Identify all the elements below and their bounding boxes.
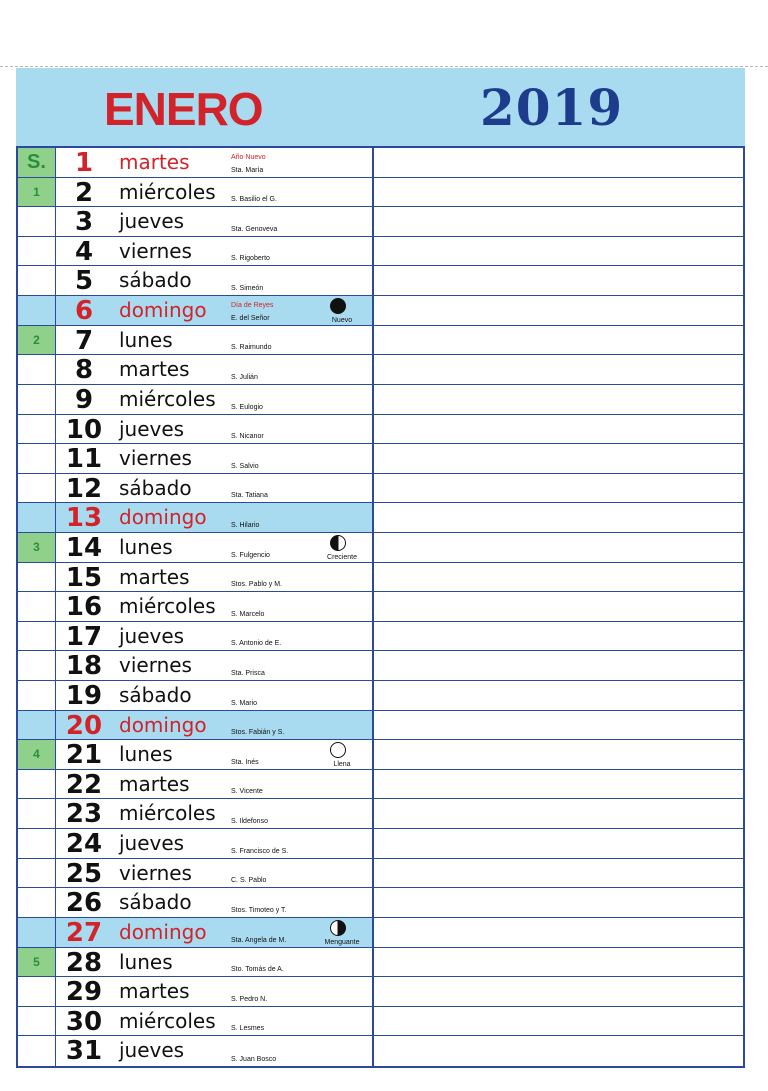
holiday-label: Día de Reyes: [231, 302, 274, 310]
day-name: miércoles: [119, 179, 216, 204]
day-cell: [18, 977, 372, 1006]
moon-phase-icon: [330, 920, 346, 936]
week-number-cell: [18, 740, 56, 769]
week-number: 2: [33, 332, 40, 347]
day-cell: [18, 326, 372, 355]
week-number-cell: [18, 592, 56, 621]
saint-name: Sta. Genoveva: [231, 225, 278, 233]
day-row: [18, 799, 743, 829]
day-cell: [18, 563, 372, 592]
day-name: miércoles: [119, 801, 216, 826]
day-row: [18, 888, 743, 918]
week-number-cell: [18, 503, 56, 532]
day-number: 3: [74, 207, 94, 238]
day-number: 15: [65, 562, 103, 593]
day-number: 24: [65, 829, 103, 860]
day-name: jueves: [119, 831, 185, 856]
day-name: lunes: [119, 534, 173, 559]
saint-name: S. Fulgencio: [231, 551, 270, 559]
week-number-cell: [18, 237, 56, 266]
day-cell: [18, 207, 372, 236]
day-row: [18, 266, 743, 296]
day-cell: [18, 415, 372, 444]
day-row: [18, 592, 743, 622]
day-cell: [18, 178, 372, 207]
day-row: [18, 563, 743, 593]
day-cell: [18, 651, 372, 680]
day-row: [18, 740, 743, 770]
week-header: S.: [27, 151, 46, 173]
moon-phase-icon: [330, 298, 346, 314]
saint-name: S. Pedro N.: [231, 995, 268, 1003]
day-cell: [18, 829, 372, 858]
day-row: [18, 503, 743, 533]
week-number-cell: [18, 681, 56, 710]
day-row: [18, 918, 743, 948]
day-cell: [18, 1007, 372, 1036]
week-number-cell: [18, 799, 56, 828]
day-number: 13: [65, 503, 103, 534]
day-row: [18, 770, 743, 800]
day-cell: [18, 918, 372, 947]
week-number: 3: [33, 539, 40, 554]
day-name: martes: [119, 150, 190, 174]
day-number: 21: [65, 740, 103, 771]
week-number-cell: [18, 563, 56, 592]
day-cell: [18, 799, 372, 828]
day-cell: [18, 474, 372, 503]
day-cell: [18, 681, 372, 710]
day-name: viernes: [119, 238, 192, 263]
day-row: [18, 1036, 743, 1066]
day-row: [18, 355, 743, 385]
day-name: domingo: [119, 505, 207, 530]
day-number: 14: [65, 532, 103, 563]
day-cell: [18, 711, 372, 740]
day-number: 31: [65, 1036, 103, 1067]
day-name: martes: [119, 357, 190, 382]
day-row: [18, 296, 743, 326]
day-cell: [18, 740, 372, 769]
day-cell: [18, 533, 372, 562]
week-number-cell: [18, 296, 56, 325]
day-name: sábado: [119, 268, 192, 293]
day-cell: [18, 296, 372, 325]
day-number: 9: [74, 384, 94, 415]
day-row: [18, 415, 743, 445]
saint-name: Sta. Tatiana: [231, 492, 268, 500]
day-row: [18, 326, 743, 356]
week-number-cell: [18, 948, 56, 977]
saint-name: S. Raimundo: [231, 344, 272, 352]
saint-name: Sta. Angela de M.: [231, 936, 287, 944]
saint-name: S. Ildefonso: [231, 818, 268, 826]
week-number-cell: [18, 888, 56, 917]
saint-name: Stos. Timoteo y T.: [231, 906, 287, 914]
saint-name: S. Antonio de E.: [231, 640, 282, 648]
day-number: 27: [65, 917, 103, 948]
day-cell: [18, 266, 372, 295]
day-name: miércoles: [119, 1008, 216, 1033]
saint-name: S. Salvio: [231, 462, 259, 470]
saint-name: C. S. Pablo: [231, 877, 267, 885]
week-number-cell: [18, 859, 56, 888]
day-name: lunes: [119, 949, 173, 974]
saint-name: Sta. María: [231, 166, 264, 174]
day-cell: [18, 503, 372, 532]
day-number: 29: [65, 977, 103, 1008]
week-number-cell: [18, 918, 56, 947]
day-name: jueves: [119, 623, 185, 648]
week-number-cell: [18, 355, 56, 384]
week-number-cell: [18, 444, 56, 473]
day-cell: [18, 948, 372, 977]
day-cell: [18, 859, 372, 888]
week-number: 1: [33, 184, 40, 199]
day-name: miércoles: [119, 594, 216, 619]
saint-name: S. Marcelo: [231, 610, 265, 618]
day-cell: [18, 592, 372, 621]
day-number: 2: [74, 177, 94, 208]
week-number-cell: [18, 977, 56, 1006]
day-row: [18, 178, 743, 208]
day-row: [18, 681, 743, 711]
day-name: martes: [119, 564, 190, 589]
moon-phase-icon: [330, 535, 346, 551]
week-number-cell: [18, 415, 56, 444]
week-number: 4: [33, 747, 40, 762]
day-number: 8: [74, 355, 94, 386]
day-cell: [18, 355, 372, 384]
week-number-cell: [18, 829, 56, 858]
day-number: 6: [74, 296, 94, 327]
saint-name: S. Nicanor: [231, 433, 264, 441]
day-row: [18, 533, 743, 563]
day-row: [18, 622, 743, 652]
day-name: lunes: [119, 742, 173, 767]
week-number-cell: [18, 207, 56, 236]
day-row: [18, 829, 743, 859]
day-number: 28: [65, 947, 103, 978]
month-title: ENERO: [104, 83, 263, 135]
saint-name: Stos. Fabián y S.: [231, 729, 285, 737]
day-cell: [18, 622, 372, 651]
day-row: [18, 207, 743, 237]
week-number-cell: [18, 326, 56, 355]
day-number: 22: [65, 769, 103, 800]
saint-name: S. Mario: [231, 699, 258, 707]
day-name: jueves: [119, 416, 185, 441]
day-name: miércoles: [119, 386, 216, 411]
day-number: 16: [65, 592, 103, 623]
day-number: 1: [74, 148, 94, 178]
day-cell: [18, 888, 372, 917]
day-cell: [18, 237, 372, 266]
day-number: 19: [65, 681, 103, 712]
day-row: [18, 385, 743, 415]
day-row: [18, 148, 743, 178]
day-name: lunes: [119, 327, 173, 352]
saint-name: S. Simeón: [231, 285, 264, 293]
moon-phase-label: Nuevo: [331, 316, 353, 324]
saint-name: S. Rigoberto: [231, 255, 270, 263]
saint-name: S. Francisco de S.: [231, 847, 289, 855]
day-number: 4: [74, 236, 94, 267]
day-row: [18, 948, 743, 978]
day-number: 12: [65, 473, 103, 504]
day-number: 18: [65, 651, 103, 682]
week-number-cell: [18, 474, 56, 503]
saint-name: S. Lesmes: [231, 1025, 265, 1033]
saint-name: E. del Señor: [231, 314, 270, 322]
saint-name: S. Julián: [231, 373, 258, 381]
calendar-grid: [16, 146, 745, 1068]
week-number: 5: [33, 954, 40, 969]
day-cell: [18, 148, 372, 177]
week-number-cell: [18, 770, 56, 799]
week-number-cell: [18, 1036, 56, 1066]
day-number: 26: [65, 888, 103, 919]
day-name: sábado: [119, 890, 192, 915]
day-number: 5: [74, 266, 94, 297]
day-number: 10: [65, 414, 103, 445]
day-row: [18, 859, 743, 889]
moon-phase-label: Creciente: [327, 553, 357, 561]
day-row: [18, 977, 743, 1007]
saint-name: Sta. Inés: [231, 758, 259, 766]
day-cell: [18, 444, 372, 473]
day-name: domingo: [119, 712, 207, 737]
week-number-cell: [18, 533, 56, 562]
day-row: [18, 474, 743, 504]
perforation-line: [0, 66, 768, 67]
week-number-cell: [18, 178, 56, 207]
week-number-cell: [18, 651, 56, 680]
day-name: domingo: [119, 919, 207, 944]
holiday-label: Año Nuevo: [231, 154, 266, 161]
moon-phase-label: Llena: [333, 760, 351, 768]
day-row: [18, 1007, 743, 1037]
saint-name: S. Eulogio: [231, 403, 263, 411]
week-number-cell: [18, 622, 56, 651]
day-number: 20: [65, 710, 103, 741]
saint-name: S. Basilio el G.: [231, 196, 277, 204]
day-row: [18, 711, 743, 741]
day-number: 17: [65, 621, 103, 652]
year-title: 2019: [480, 78, 624, 137]
week-number-cell: [18, 711, 56, 740]
day-number: 23: [65, 799, 103, 830]
week-number-cell: [18, 385, 56, 414]
moon-phase-label: Menguante: [324, 938, 360, 946]
day-name: jueves: [119, 1038, 185, 1063]
day-number: 7: [74, 325, 94, 356]
day-name: martes: [119, 771, 190, 796]
day-cell: [18, 770, 372, 799]
day-number: 30: [65, 1006, 103, 1037]
saint-name: S. Hilario: [231, 521, 260, 529]
day-name: viernes: [119, 860, 192, 885]
day-name: sábado: [119, 683, 192, 708]
day-number: 11: [65, 444, 103, 475]
day-name: jueves: [119, 209, 185, 234]
day-number: 25: [65, 858, 103, 889]
saint-name: S. Juan Bosco: [231, 1055, 277, 1063]
day-name: martes: [119, 979, 190, 1004]
day-name: viernes: [119, 446, 192, 471]
day-row: [18, 651, 743, 681]
saint-name: S. Vicente: [231, 788, 263, 796]
day-row: [18, 444, 743, 474]
saint-name: Stos. Pablo y M.: [231, 581, 282, 589]
day-name: viernes: [119, 653, 192, 678]
saint-name: Sto. Tomás de A.: [231, 966, 284, 974]
day-cell: [18, 1036, 372, 1066]
week-number-cell: [18, 148, 56, 177]
moon-phase-icon: [330, 742, 346, 758]
day-name: domingo: [119, 298, 207, 323]
saint-name: Sta. Prisca: [231, 670, 265, 678]
day-name: sábado: [119, 475, 192, 500]
day-cell: [18, 385, 372, 414]
week-number-cell: [18, 1007, 56, 1036]
day-row: [18, 237, 743, 267]
week-number-cell: [18, 266, 56, 295]
